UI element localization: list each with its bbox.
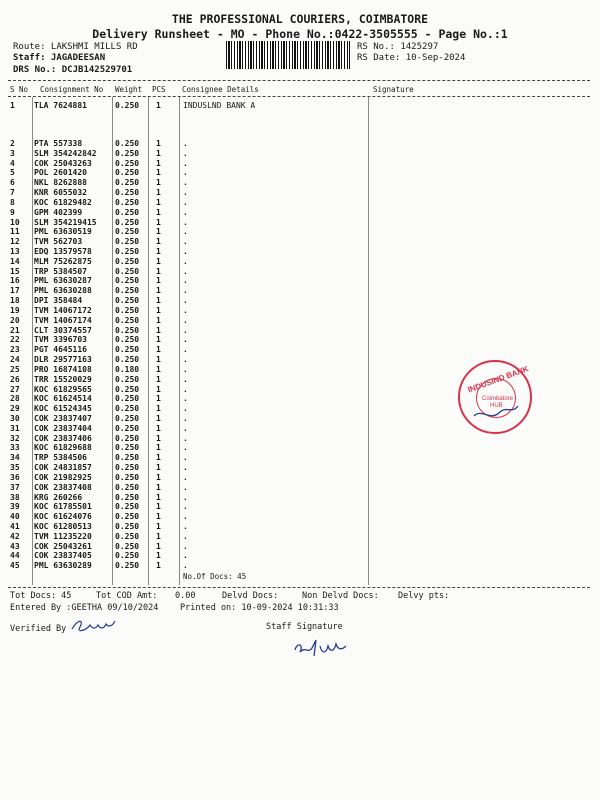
consignee-details: .: [183, 433, 188, 443]
consignee-details: .: [183, 148, 188, 158]
consignee-details: .: [183, 463, 188, 473]
header-rule-bottom: [8, 96, 590, 97]
consignee-details: .: [183, 335, 188, 345]
consignment-number: TVM 11235220: [34, 531, 92, 541]
consignment-number: COK 23837406: [34, 433, 92, 443]
serial-number: 33: [10, 443, 20, 453]
table-row: [0, 188, 600, 198]
pieces: 1: [156, 325, 161, 335]
consignment-number: KOC 61829565: [34, 384, 92, 394]
pieces: 1: [156, 443, 161, 453]
table-row: [0, 237, 600, 247]
consignee-details: .: [183, 561, 188, 571]
weight: 0.250: [115, 168, 140, 178]
table-row: [0, 149, 600, 159]
consignment-number: TVM 3396703: [34, 335, 87, 345]
weight: 0.250: [115, 101, 140, 110]
pieces: 1: [156, 355, 161, 365]
rs-number: RS No.: 1425297: [357, 42, 439, 52]
consignee-details: .: [183, 237, 188, 247]
consignee-details: .: [183, 541, 188, 551]
tot-docs: Tot Docs: 45: [10, 591, 72, 601]
pieces: 1: [156, 482, 161, 492]
table-row: [0, 473, 600, 483]
weight: 0.250: [115, 561, 140, 571]
weight: 0.250: [115, 227, 140, 237]
consignment-number: PML 63630289: [34, 561, 92, 571]
consignment-number: PML 63630519: [34, 227, 92, 237]
table-row: [0, 168, 600, 178]
table-row: [0, 276, 600, 286]
serial-number: 10: [10, 217, 20, 227]
consignee-details: .: [183, 266, 188, 276]
weight: 0.250: [115, 276, 140, 286]
pieces: 1: [156, 305, 161, 315]
serial-number: 28: [10, 394, 20, 404]
pieces: 1: [156, 502, 161, 512]
serial-number: 6: [10, 178, 15, 188]
consignment-number: TVM 14067174: [34, 315, 92, 325]
table-row: [0, 159, 600, 169]
consignment-number: TRR 15520029: [34, 374, 92, 384]
weight: 0.250: [115, 423, 140, 433]
col-pcs: PCS: [152, 85, 166, 94]
pieces: 1: [156, 453, 161, 463]
pieces: 1: [156, 345, 161, 355]
pieces: 1: [156, 286, 161, 296]
weight: 0.250: [115, 551, 140, 561]
weight: 0.250: [115, 384, 140, 394]
table-row: [0, 316, 600, 326]
consignment-number: TLA 7624881: [34, 101, 87, 110]
consignment-number: PRO 16874108: [34, 364, 92, 374]
table-row: [0, 218, 600, 228]
col-sno: S No: [10, 85, 29, 94]
serial-number: 2: [10, 139, 15, 148]
header-rule-top: [8, 80, 590, 81]
weight: 0.250: [115, 502, 140, 512]
serial-number: 31: [10, 423, 20, 433]
consignment-number: PGT 4645116: [34, 345, 87, 355]
pieces: 1: [156, 561, 161, 571]
pieces: 1: [156, 394, 161, 404]
pieces: 1: [156, 413, 161, 423]
weight: 0.250: [115, 541, 140, 551]
serial-number: 23: [10, 345, 20, 355]
table-row: [0, 326, 600, 336]
pieces: 1: [156, 217, 161, 227]
pieces: 1: [156, 158, 161, 168]
pieces: 1: [156, 374, 161, 384]
serial-number: 1: [10, 101, 15, 110]
weight: 0.250: [115, 178, 140, 188]
svg-text:HUB: HUB: [490, 403, 503, 409]
pieces: 1: [156, 237, 161, 247]
consignee-details: .: [183, 286, 188, 296]
runsheet-subtitle: Delivery Runsheet - MO - Phone No.:0422-3505555 - Page No.:1: [92, 27, 508, 41]
pieces: 1: [156, 463, 161, 473]
consignment-number: PML 63630287: [34, 276, 92, 286]
rs-date: RS Date: 10-Sep-2024: [357, 53, 466, 63]
verifier-signature: [70, 615, 120, 635]
consignee-details: .: [183, 325, 188, 335]
weight: 0.250: [115, 433, 140, 443]
consignee-details: .: [183, 197, 188, 207]
consignment-number: KOC 61785501: [34, 502, 92, 512]
consignment-number: EDQ 13579578: [34, 247, 92, 257]
weight: 0.250: [115, 512, 140, 522]
weight: 0.250: [115, 374, 140, 384]
consignment-number: COK 23837404: [34, 423, 92, 433]
consignment-number: KOC 61524345: [34, 404, 92, 414]
table-row: [0, 443, 600, 453]
consignment-number: KNR 6055032: [34, 188, 87, 198]
weight: 0.250: [115, 325, 140, 335]
consignment-number: SLM 354219415: [34, 217, 97, 227]
consignee-details: .: [183, 217, 188, 227]
weight: 0.250: [115, 472, 140, 482]
svg-text:INDUSIND BANK: INDUSIND BANK: [466, 364, 530, 395]
consignee-details: .: [183, 374, 188, 384]
consignee-details: .: [183, 492, 188, 502]
consignment-number: DLR 29577163: [34, 355, 92, 365]
consignee-details: .: [183, 472, 188, 482]
svg-text:Coimbatore: Coimbatore: [482, 396, 514, 402]
pieces: 1: [156, 139, 161, 148]
pieces: 1: [156, 101, 161, 110]
weight: 0.250: [115, 345, 140, 355]
verified-by-label: Verified By: [10, 624, 67, 634]
consignment-number: COK 23837408: [34, 482, 92, 492]
pieces: 1: [156, 404, 161, 414]
consignment-number: MLM 75262875: [34, 256, 92, 266]
consignee-details: .: [183, 551, 188, 561]
consignee-details: .: [183, 227, 188, 237]
pieces: 1: [156, 178, 161, 188]
serial-number: 11: [10, 227, 20, 237]
consignee-details: .: [183, 315, 188, 325]
weight: 0.250: [115, 443, 140, 453]
pieces: 1: [156, 315, 161, 325]
consignment-number: TRP 5384506: [34, 453, 87, 463]
consignee-details: .: [183, 413, 188, 423]
consignee-details: .: [183, 502, 188, 512]
serial-number: 24: [10, 355, 20, 365]
consignment-number: KOC 61624514: [34, 394, 92, 404]
table-row: [0, 542, 600, 552]
consignment-number: CLT 30374557: [34, 325, 92, 335]
col-consignee: Consignee Details: [182, 85, 259, 94]
consignee-details: .: [183, 296, 188, 306]
pieces: 1: [156, 472, 161, 482]
weight: 0.250: [115, 394, 140, 404]
pieces: 1: [156, 276, 161, 286]
consignment-number: KOC 61280513: [34, 521, 92, 531]
weight: 0.250: [115, 355, 140, 365]
consignment-number: POL 2601420: [34, 168, 87, 178]
serial-number: 42: [10, 531, 20, 541]
stamp-text: [460, 362, 530, 432]
serial-number: 44: [10, 551, 20, 561]
staff-handwritten-signature: [292, 636, 352, 660]
table-row: [0, 335, 600, 345]
col-signature: Signature: [373, 85, 414, 94]
consignment-number: SLM 354242842: [34, 148, 97, 158]
consignment-number: COK 25043261: [34, 541, 92, 551]
weight: 0.250: [115, 463, 140, 473]
serial-number: 19: [10, 305, 20, 315]
consignee-details: .: [183, 276, 188, 286]
table-row: [0, 483, 600, 493]
serial-number: 34: [10, 453, 20, 463]
weight: 0.250: [115, 531, 140, 541]
serial-number: 14: [10, 256, 20, 266]
tot-cod-amount: 0.00: [175, 591, 196, 601]
pieces: 1: [156, 551, 161, 561]
serial-number: 45: [10, 561, 20, 571]
drs-number: DRS No.: DCJB142529701: [13, 65, 133, 75]
consignment-number: COK 25043263: [34, 158, 92, 168]
table-row: [0, 257, 600, 267]
serial-number: 36: [10, 472, 20, 482]
weight: 0.250: [115, 197, 140, 207]
consignee-details: .: [183, 305, 188, 315]
table-row: [0, 101, 600, 111]
weight: 0.250: [115, 286, 140, 296]
consignment-number: KRG 260266: [34, 492, 83, 502]
weight: 0.250: [115, 335, 140, 345]
consignee-details: .: [183, 521, 188, 531]
consignee-details: .: [183, 345, 188, 355]
consignee-details: .: [183, 453, 188, 463]
serial-number: 30: [10, 413, 20, 423]
barcode: [226, 41, 350, 69]
no-of-docs: No.Of Docs: 45: [183, 572, 247, 581]
weight: 0.250: [115, 404, 140, 414]
table-row: [0, 306, 600, 316]
weight: 0.250: [115, 247, 140, 257]
pieces: 1: [156, 227, 161, 237]
serial-number: 29: [10, 404, 20, 414]
consignment-number: KOC 61829688: [34, 443, 92, 453]
weight: 0.250: [115, 521, 140, 531]
non-delvd-docs: Non Delvd Docs:: [302, 591, 379, 601]
company-title: THE PROFESSIONAL COURIERS, COIMBATORE: [171, 12, 429, 26]
consignment-number: COK 21982925: [34, 472, 92, 482]
consignment-number: COK 23837407: [34, 413, 92, 423]
table-row: [0, 561, 600, 571]
table-row: [0, 227, 600, 237]
consignee-details: .: [183, 247, 188, 257]
consignee-details: .: [183, 443, 188, 453]
serial-number: 3: [10, 148, 15, 158]
delvd-docs: Delvd Docs:: [222, 591, 279, 601]
serial-number: 38: [10, 492, 20, 502]
consignment-number: NKL 8262888: [34, 178, 87, 188]
consignee-details: .: [183, 394, 188, 404]
weight: 0.250: [115, 207, 140, 217]
table-row: [0, 453, 600, 463]
weight: 0.250: [115, 305, 140, 315]
serial-number: 43: [10, 541, 20, 551]
consignee-details: .: [183, 207, 188, 217]
entered-by: Entered By :GEETHA 09/10/2024: [10, 603, 159, 613]
weight: 0.250: [115, 148, 140, 158]
table-row: [0, 434, 600, 444]
consignee-details: .: [183, 531, 188, 541]
pieces: 1: [156, 512, 161, 522]
weight: 0.250: [115, 296, 140, 306]
table-row: [0, 522, 600, 532]
table-rule-bottom: [8, 587, 590, 588]
staff-label: Staff: JAGADEESAN: [13, 53, 106, 63]
table-row: [0, 463, 600, 473]
weight: 0.250: [115, 482, 140, 492]
serial-number: 12: [10, 237, 20, 247]
weight: 0.250: [115, 453, 140, 463]
serial-number: 22: [10, 335, 20, 345]
table-row: [0, 493, 600, 503]
pieces: 1: [156, 492, 161, 502]
pieces: 1: [156, 531, 161, 541]
serial-number: 26: [10, 374, 20, 384]
pieces: 1: [156, 433, 161, 443]
consignee-details: .: [183, 355, 188, 365]
consignee-details: .: [183, 139, 188, 148]
weight: 0.250: [115, 413, 140, 423]
serial-number: 16: [10, 276, 20, 286]
table-row: [0, 296, 600, 306]
pieces: 1: [156, 168, 161, 178]
weight: 0.250: [115, 139, 140, 148]
staff-signature-label: Staff Signature: [266, 622, 343, 632]
route-label: Route: LAKSHMI MILLS RD: [13, 42, 138, 52]
pieces: 1: [156, 247, 161, 257]
printed-on: Printed on: 10-09-2024 10:31:33: [180, 603, 339, 613]
consignment-number: GPM 402399: [34, 207, 83, 217]
consignment-number: TRP 5384507: [34, 266, 87, 276]
consignee-details: .: [183, 158, 188, 168]
pieces: 1: [156, 197, 161, 207]
pieces: 1: [156, 256, 161, 266]
consignment-number: KOC 61829482: [34, 197, 92, 207]
weight: 0.250: [115, 188, 140, 198]
pieces: 1: [156, 188, 161, 198]
table-row: [0, 247, 600, 257]
consignee-details: .: [183, 188, 188, 198]
weight: 0.250: [115, 158, 140, 168]
tot-cod-label: Tot COD Amt:: [96, 591, 158, 601]
pieces: 1: [156, 148, 161, 158]
serial-number: 4: [10, 158, 15, 168]
pieces: 1: [156, 384, 161, 394]
weight: 0.180: [115, 364, 140, 374]
consignee-details: .: [183, 512, 188, 522]
consignee-details: .: [183, 384, 188, 394]
consignee-details: .: [183, 404, 188, 414]
serial-number: 40: [10, 512, 20, 522]
consignee-details: .: [183, 364, 188, 374]
table-row: [0, 502, 600, 512]
table-row: [0, 532, 600, 542]
table-row: [0, 551, 600, 561]
pieces: 1: [156, 207, 161, 217]
consignment-number: KOC 61624076: [34, 512, 92, 522]
consignment-number: DPI 358484: [34, 296, 83, 306]
pieces: 1: [156, 541, 161, 551]
pieces: 1: [156, 423, 161, 433]
consignment-number: COK 23837405: [34, 551, 92, 561]
serial-number: 27: [10, 384, 20, 394]
pieces: 1: [156, 335, 161, 345]
consignee-details: .: [183, 482, 188, 492]
serial-number: 20: [10, 315, 20, 325]
pieces: 1: [156, 364, 161, 374]
serial-number: 25: [10, 364, 20, 374]
consignment-number: TVM 14067172: [34, 305, 92, 315]
serial-number: 13: [10, 247, 20, 257]
table-row: [0, 198, 600, 208]
weight: 0.250: [115, 315, 140, 325]
serial-number: 15: [10, 266, 20, 276]
consignment-number: PML 63630288: [34, 286, 92, 296]
weight: 0.250: [115, 256, 140, 266]
table-row: [0, 267, 600, 277]
weight: 0.250: [115, 266, 140, 276]
table-row: [0, 139, 600, 149]
pieces: 1: [156, 521, 161, 531]
col-consignment: Consignment No: [40, 85, 104, 94]
consignee-details: .: [183, 256, 188, 266]
consignment-number: COK 24831857: [34, 463, 92, 473]
weight: 0.250: [115, 217, 140, 227]
serial-number: 39: [10, 502, 20, 512]
serial-number: 21: [10, 325, 20, 335]
consignee-details: .: [183, 178, 188, 188]
delvy-pts: Delvy pts:: [398, 591, 450, 601]
serial-number: 9: [10, 207, 15, 217]
weight: 0.250: [115, 237, 140, 247]
consignee-details: INDUSLND BANK A: [183, 101, 256, 110]
serial-number: 35: [10, 463, 20, 473]
serial-number: 7: [10, 188, 15, 198]
serial-number: 18: [10, 296, 20, 306]
serial-number: 41: [10, 521, 20, 531]
consignment-number: TVM 562703: [34, 237, 83, 247]
serial-number: 32: [10, 433, 20, 443]
consignee-details: .: [183, 423, 188, 433]
bank-stamp: [458, 360, 532, 434]
consignment-number: PTA 557338: [34, 139, 83, 148]
pieces: 1: [156, 266, 161, 276]
table-row: [0, 286, 600, 296]
table-row: [0, 178, 600, 188]
serial-number: 8: [10, 197, 15, 207]
serial-number: 5: [10, 168, 15, 178]
col-weight: Weight: [115, 85, 143, 94]
table-row: [0, 512, 600, 522]
table-row: [0, 208, 600, 218]
consignee-details: .: [183, 168, 188, 178]
pieces: 1: [156, 296, 161, 306]
table-row: [0, 345, 600, 355]
weight: 0.250: [115, 492, 140, 502]
serial-number: 17: [10, 286, 20, 296]
serial-number: 37: [10, 482, 20, 492]
